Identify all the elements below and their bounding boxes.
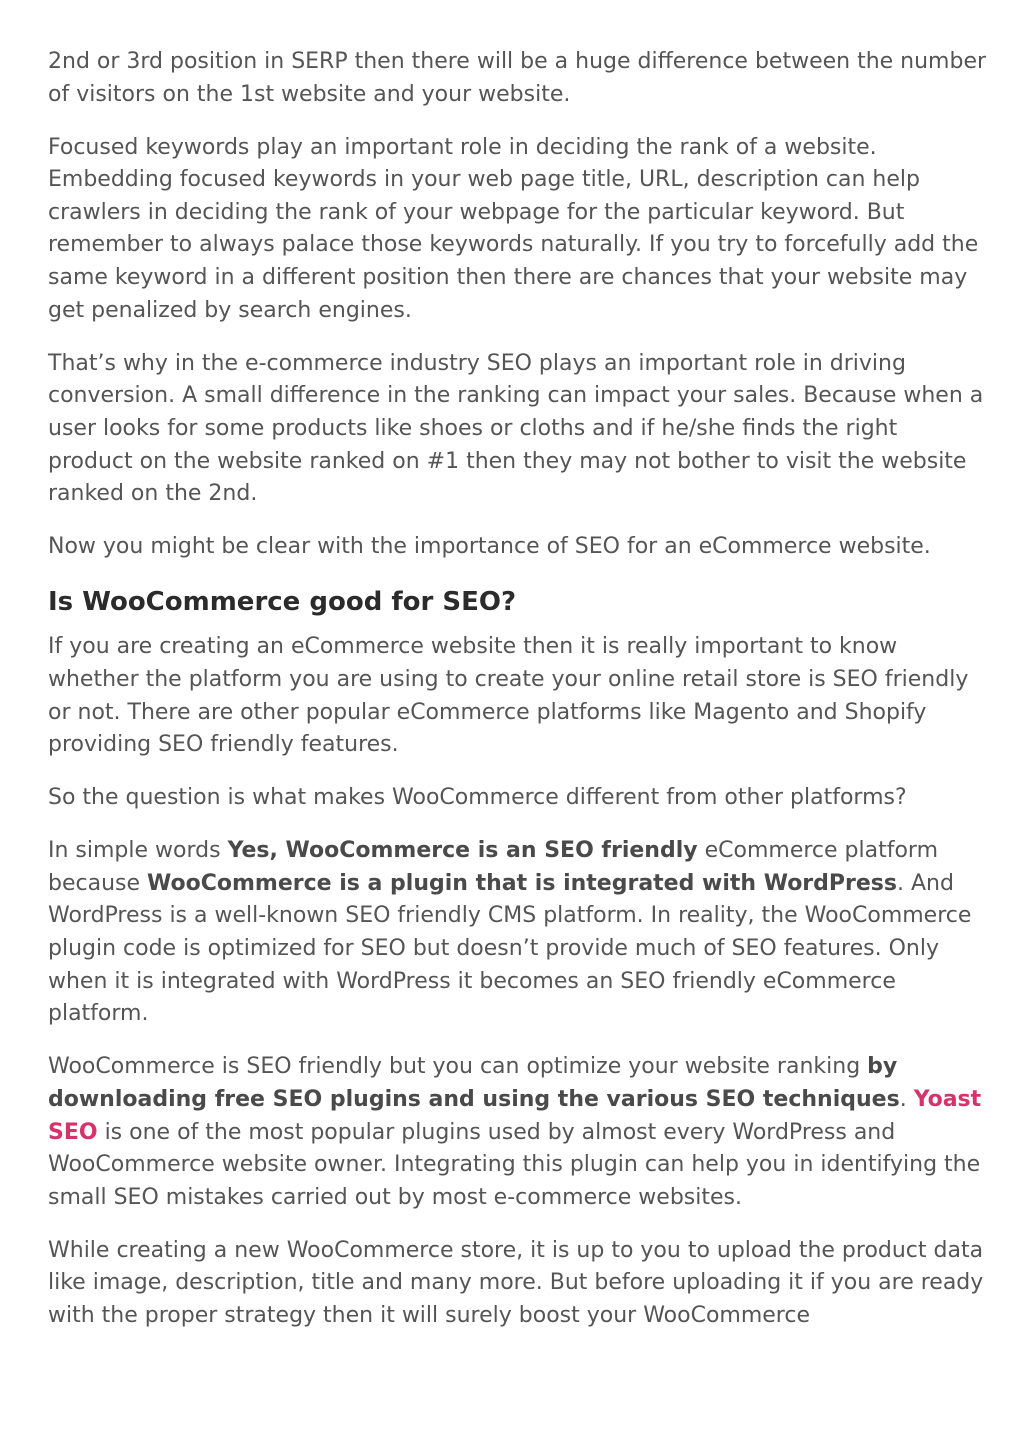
- text-run: . And WordPress is a well-known SEO friendly CMS platform. In reality, the WooCommerce plugin code is optimized for SEO but doesn’t provide much of SEO features. Only when it is integrated with WordPress it becomes an SEO friendly eCommerce platform.: [48, 870, 972, 1027]
- paragraph-seo-importance: Now you might be clear with the importance of SEO for an eCommerce website.: [48, 534, 931, 560]
- text-run: is one of the most popular plugins used by almost every WordPress and WooCommerce website owner. Integrating this plugin can help you in identifying the small SEO mistakes carried out by most e-commerce websites.: [48, 1119, 981, 1210]
- paragraph-ecommerce-seo: That’s why in the e-commerce industry SEO plays an important role in driving conversion. A small difference in the ranking can impact your sales. Because when a user looks for some products like shoes or cloths and if he/she finds the right product on the website ranked on #1 then they may not bother to visit the website ranked on the 2nd.: [48, 350, 984, 507]
- paragraph-platform-choice: If you are creating an eCommerce website then it is really important to know whether the platform you are using to create your online retail store is SEO friendly or not. There are other popular eCommerce platforms like Magento and Shopify providing SEO friendly features.: [48, 634, 969, 758]
- bold-text: by downloading free SEO plugins and using the various SEO techniques: [48, 1054, 900, 1112]
- bold-text: Yes, WooCommerce is an SEO friendly: [227, 838, 698, 864]
- paragraph-serp-position: 2nd or 3rd position in SERP then there will be a huge difference between the number of visitors on the 1st website and your website.: [48, 49, 987, 107]
- text-run: eCommerce platform because: [48, 838, 939, 896]
- bold-text: WooCommerce is a plugin that is integrated with WordPress: [147, 870, 897, 896]
- article-body: [48, 46, 988, 1353]
- paragraph-focused-keywords: Focused keywords play an important role in deciding the rank of a website. Embedding focused keywords in your web page title, URL, description can help crawlers in deciding the rank of your webpage for the particular keyword. But remember to always palace those keywords naturally. If you try to forcefully add the same keyword in a different position then there are chances that your website may get penalized by search engines.: [48, 134, 979, 323]
- section-heading: Is WooCommerce good for SEO?: [48, 587, 517, 618]
- text-run: WooCommerce is SEO friendly but you can optimize your website ranking: [48, 1054, 868, 1080]
- yoast-seo-link[interactable]: Yoast SEO: [48, 1086, 982, 1145]
- paragraph-store-strategy: While creating a new WooCommerce store, it is up to you to upload the product data like image, description, title and many more. But before uploading it if you are ready with the proper strategy then it will surely boost your WooCommerce: [48, 1237, 984, 1328]
- paragraph-woocommerce-seo-friendly: [48, 835, 988, 1031]
- paragraph-seo-plugins: [48, 1051, 988, 1214]
- text-run: In simple words: [48, 838, 228, 864]
- text-run: .: [899, 1086, 914, 1112]
- paragraph-question: So the question is what makes WooCommerce different from other platforms?: [48, 785, 907, 811]
